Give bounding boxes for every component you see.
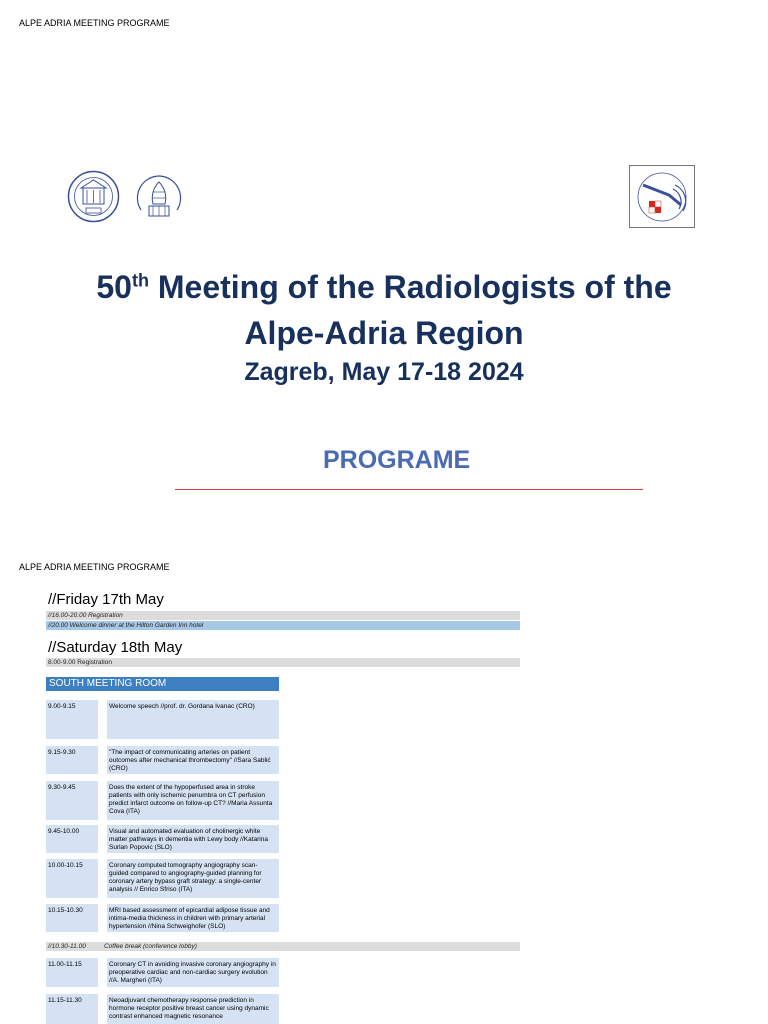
friday-dinner-bar: //20.00 Welcome dinner at the Hilton Garden Inn hotel [46, 621, 520, 630]
slot-description: "The impact of communicating arteries on patient outcomes after mechanical thrombectomy" //Sara Sablić (CRO) [107, 746, 279, 774]
schedule-slot [46, 859, 279, 898]
slot-description: MRI based assessment of epicardial adipose tissue and intima-media thickness in children with primary arterial hypertension //Nina Schweighofer (SLO) [107, 904, 279, 932]
schedule-slot [46, 904, 279, 932]
slot-time: 9.15-9.30 [46, 746, 98, 774]
coffee-break-bar [46, 942, 520, 951]
radiology-society-logo [629, 165, 695, 228]
programe-heading: PROGRAME [323, 446, 471, 474]
coffee-break-label: Coffee break (conference lobby) [104, 943, 197, 950]
slot-time: 9.45-10.00 [46, 825, 98, 853]
slot-time: 9.30-9.45 [46, 781, 98, 820]
slot-time: 11.15-11.30 [46, 994, 98, 1024]
red-divider [175, 489, 643, 490]
slot-description: Coronary CT in avoiding invasive coronary angiography in preoperative cardiac and non-cardiac surgery evolution //A. Margheri (ITA) [107, 958, 279, 987]
slot-description: Welcome speech //prof. dr. Gordana Ivanac (CRO) [107, 700, 279, 739]
meeting-date-location: Zagreb, May 17-18 2024 [244, 358, 524, 386]
slot-description: Neoadjuvant chemotherapy response prediction in hormone receptor positive breast cancer using dynamic contrast enhanced magnetic resonance [107, 994, 279, 1024]
slot-time: 10.15-10.30 [46, 904, 98, 932]
faculty-seal-logo [133, 170, 185, 224]
coffee-break-time: //10.30-11.00 [48, 943, 86, 950]
slot-time: 9.00-9.15 [46, 700, 98, 739]
slot-time: 11.00-11.15 [46, 958, 98, 987]
schedule-slot [46, 825, 279, 853]
slot-time: 10.00-10.15 [46, 859, 98, 898]
slot-description: Does the extent of the hypoperfused area in stroke patients with only ischemic penumbra on CT perfusion predict infarct outcome on follow-up CT? //Maria Assunta Cova (ITA) [107, 781, 279, 820]
schedule-slot [46, 958, 279, 987]
saturday-heading: //Saturday 18th May [48, 639, 183, 656]
university-seal-logo [67, 170, 120, 223]
meeting-title-line1: 50th Meeting of the Radiologists of the [96, 269, 672, 305]
page-header-2: ALPE ADRIA MEETING PROGRAME [19, 562, 170, 572]
meeting-title-line2: Alpe-Adria Region [244, 315, 524, 351]
friday-heading: //Friday 17th May [48, 591, 164, 608]
friday-registration-bar: //16.00-20.00 Registration [46, 611, 520, 620]
schedule-slot [46, 781, 279, 820]
saturday-registration-bar: 8.00-9.00 Registration [46, 658, 520, 667]
schedule-slot [46, 994, 279, 1024]
room-header: SOUTH MEETING ROOM [46, 677, 279, 691]
slot-description: Visual and automated evaluation of cholinergic white matter pathways in dementia with Lewy body //Katarina Surlan Popovic (SLO) [107, 825, 279, 853]
slot-description: Coronary computed tomography angiography scan-guided compared to angiography-guided planning for coronary artery bypass graft strategy: a single-center analysis // Enrico Sfriso (ITA) [107, 859, 279, 898]
schedule-slot [46, 746, 279, 774]
page-header: ALPE ADRIA MEETING PROGRAME [19, 18, 170, 28]
schedule-slot [46, 700, 279, 739]
